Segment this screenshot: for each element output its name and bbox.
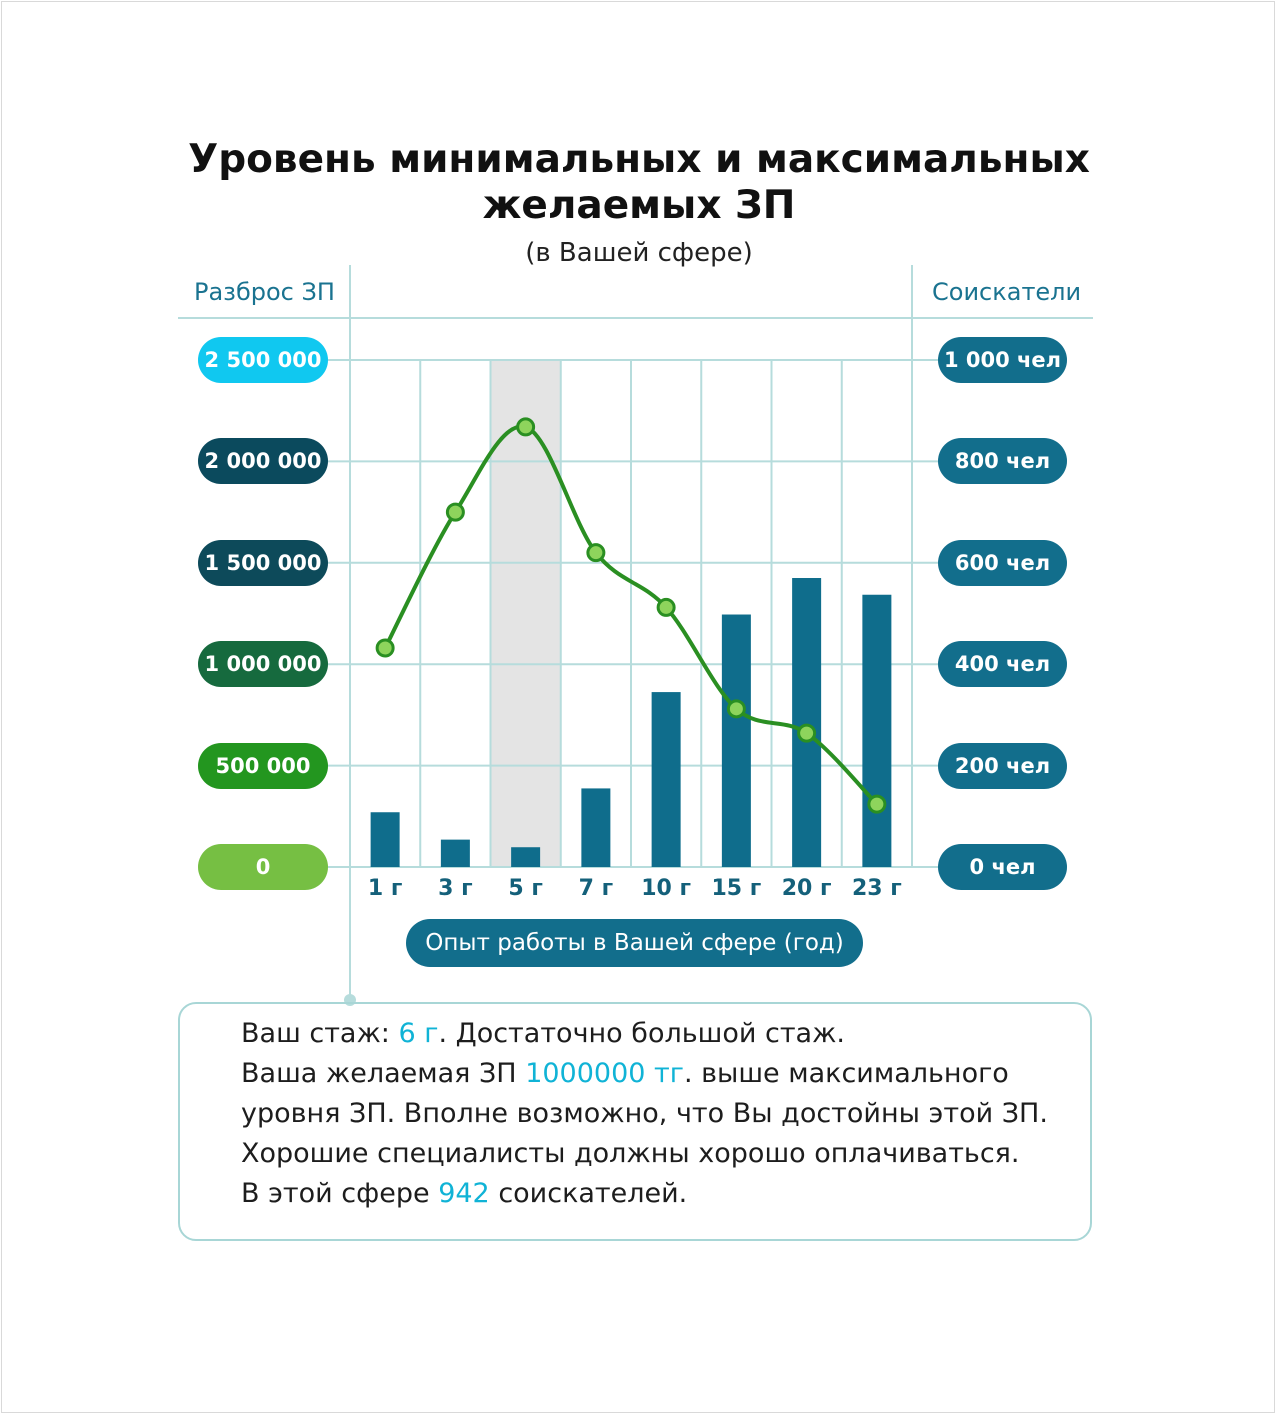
left-tick-label: 500 000 (198, 743, 328, 789)
bar (511, 847, 540, 867)
x-tick-label: 5 г (508, 876, 543, 901)
info-line-experience: Ваш стаж: 6 г. Достаточно большой стаж. (241, 1018, 846, 1049)
salary-point (799, 725, 815, 741)
bar (652, 692, 681, 867)
x-tick-label: 10 г (641, 876, 692, 901)
bar (581, 788, 610, 867)
salary-value: 1000000 тг (525, 1058, 684, 1089)
salary-point (518, 419, 534, 435)
applicants-value: 942 (438, 1178, 490, 1209)
salary-point (728, 701, 744, 717)
left-tick-label: 0 (198, 844, 328, 890)
x-tick-label: 15 г (711, 876, 762, 901)
chart-title-line1: Уровень минимальных и максимальных (188, 137, 1090, 182)
bar (441, 840, 470, 867)
x-tick-label: 3 г (438, 876, 473, 901)
left-axis-title: Разброс ЗП (194, 278, 335, 306)
right-tick-label: 200 чел (938, 743, 1067, 789)
x-tick-label: 1 г (367, 876, 403, 901)
experience-value: 6 г (398, 1018, 439, 1049)
right-tick-label: 1 000 чел (938, 337, 1067, 383)
bar (862, 595, 891, 867)
x-tick-label: 23 г (851, 876, 902, 901)
bar (792, 578, 821, 867)
salary-point (588, 545, 604, 561)
bar (722, 615, 751, 867)
info-line-specialists: Хорошие специалисты должны хорошо оплачиваться. (241, 1138, 1020, 1169)
x-axis-title: Опыт работы в Вашей сфере (год) (406, 919, 863, 967)
left-tick-label: 1 500 000 (198, 540, 328, 586)
right-tick-label: 800 чел (938, 438, 1067, 484)
left-tick-label: 2 500 000 (198, 337, 328, 383)
info-line-salary: Ваша желаемая ЗП 1000000 тг. выше максимального (241, 1058, 1009, 1089)
x-tick-label: 7 г (578, 876, 614, 901)
salary-point (658, 599, 674, 615)
right-tick-label: 600 чел (938, 540, 1067, 586)
salary-point (447, 504, 463, 520)
salary-point (377, 640, 393, 656)
left-tick-label: 1 000 000 (198, 641, 328, 687)
right-tick-label: 0 чел (938, 844, 1067, 890)
salary-point (869, 796, 885, 812)
info-line-applicants: В этой сфере 942 соискателей. (241, 1178, 688, 1209)
chart-subtitle: (в Вашей сфере) (525, 238, 753, 268)
left-tick-label: 2 000 000 (198, 438, 328, 484)
bar (371, 812, 400, 867)
chart-title-line2: желаемых ЗП (482, 183, 796, 228)
info-line-salary-note: уровня ЗП. Вполне возможно, что Вы достойны этой ЗП. (241, 1098, 1048, 1129)
right-tick-label: 400 чел (938, 641, 1067, 687)
right-axis-title: Соискатели (932, 278, 1082, 306)
x-tick-label: 20 г (781, 876, 832, 901)
